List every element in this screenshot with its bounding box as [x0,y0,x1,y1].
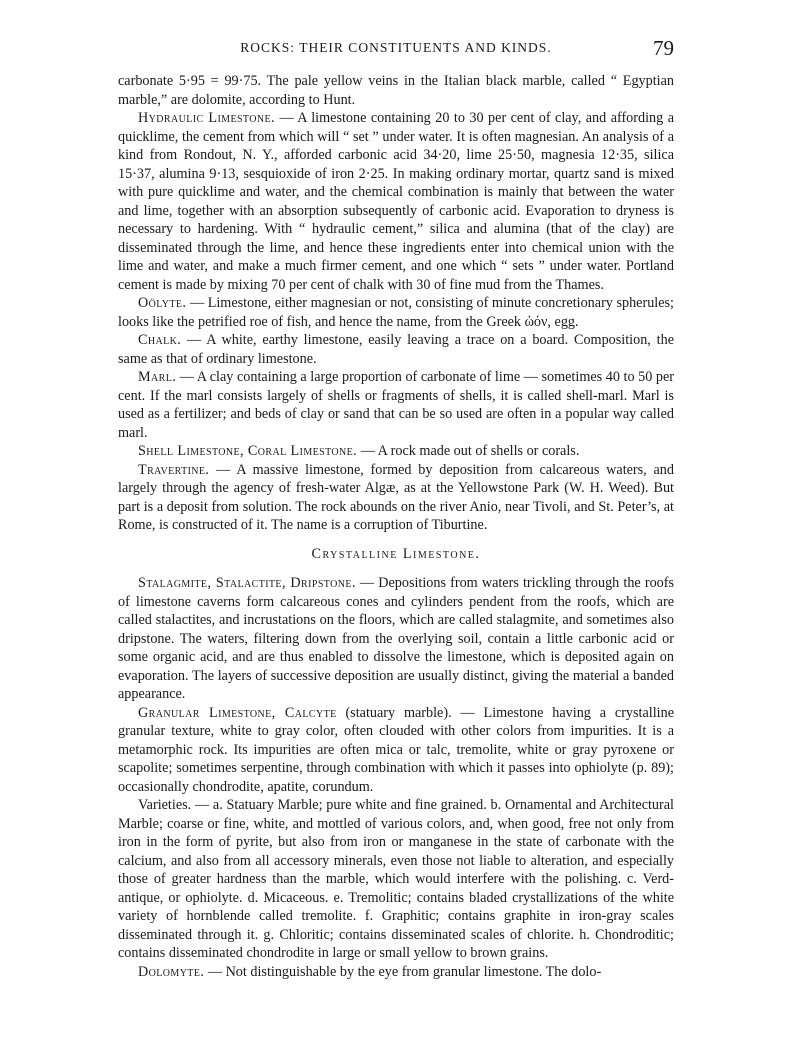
entry-term: Stalagmite, Stalactite, Dripstone. [138,575,356,591]
paragraph [118,461,674,535]
text-run: ; contains bladed crystallizations of the white variety of hornblende called tremolite. f. [118,889,675,924]
italic-text: gray pyroxene [572,741,657,758]
italic-text: chondrodite, apatite, corundum [192,778,370,795]
text-run: (statuary marble). — Limestone having a crystalline granular texture, white to gray color, often clouded with other colors from impurities. It is a [118,704,674,739]
entry-term: Oölyte. [138,295,187,311]
paragraph [118,294,674,331]
section-heading: Crystalline Limestone. [311,545,481,562]
page-number: 79 [653,36,674,60]
text-run: ; pure white and fine grained. b. [318,797,505,813]
italic-text: marl [118,424,144,441]
italic-text: Chondroditic [595,926,671,943]
text-run: . [483,517,488,533]
text-run: , egg. [547,313,579,330]
italic-text: ὠόν [524,313,548,330]
italic-text: stalagmite [496,612,555,628]
italic-text: stalactites [155,612,212,628]
italic-text: serpentine [240,760,300,776]
running-head: ROCKS: THEIR CONSTITUENTS AND KINDS. [240,40,552,55]
italic-text: Micaceous [263,889,325,906]
paragraph [118,574,674,704]
text-run: is made by mixing 70 per cent of chalk with 30 of fine mud from the Thames. [158,276,604,293]
italic-text: ophiolyte [185,889,239,906]
text-run: ; contains graphite in iron-gray scales disseminated through it. g. [118,908,674,943]
italic-text: scapolite [118,760,169,776]
text-run: — A rock made out of shells or corals. [357,443,580,459]
italic-text: Ornamental [504,797,572,813]
text-run: — A limestone containing 20 to 30 per cent of clay, and affording a quicklime, the cement from which will “ set ” under water. It is often magnesian. An analysis of a kind from Rondout, N. Y., afforded carbonic acid 34·20, lime 25·50, magnesia 12·35, silica 15·37, alumina 9·13, sesquioxide of iron 2·25. In making ordinary mortar, quartz sand is mixed with pure quicklime and water, and the chemical combination is mainly that between the water and lime, together with an absorption subsequently of carbonic acid. Evaporation to dryness is necessary to hardening. With “ hydraulic cement,” silica and alumina (that of the clay) are disseminated through the lime, and hence these ingredients enter into chemical union with the lime and water, and make a much firmer cement, and one which “ sets ” under water. [118,110,674,274]
entry-term: Dolomyte. [138,963,205,980]
text-run: — Limestone, either magnesian or not, consisting of minute concretionary spherules; looks like the petrified roe of fish, and hence the name, from the Greek [118,295,674,330]
italic-text: Architectural Marble [118,797,674,832]
text-run: . e. [324,889,349,906]
paragraph [118,331,674,368]
text-run: — A massive limestone, formed by deposition from calcareous waters, and largely through the agency of fresh-water Algæ, as at the Yellowstone Park (W. H. Weed). But part is a deposit from solution. The rock abounds on the river Anio, near Tivoli, and St. Peter’s, at Rome, is constructed of it. The name is a corruption of [118,461,674,533]
italic-text: talc, tremolite, white [426,741,549,758]
text-run: ; contains disseminated scales of chlorite. h. [329,926,596,943]
italic-text: Statuary Marble [226,797,319,813]
italic-text: mica [375,741,403,758]
page-body [118,72,674,981]
text-run: — A clay containing a large proportion of carbonate of lime — sometimes 40 to 50 per cent. If the marl consists largely of shells or fragments of shells, it is called [118,369,674,404]
italic-text: dripstone [118,630,171,647]
paragraph [118,72,674,109]
text-run: , and incrustations on the floors, which are called [211,612,497,628]
entry-term: Shell Limestone, Coral Limestone. [138,443,358,459]
paragraph [118,704,674,797]
text-run: carbonate 5·95 = 99·75. The pale yellow veins in the Italian black marble, called “ Egyptian marble,” are dolomite, according to Hunt. [118,73,674,108]
italic-text: Varieties. [138,797,192,813]
text-run: . [369,778,374,795]
text-run: or [656,741,674,758]
paragraph [118,796,674,963]
text-run: ; contains disseminated chondrodite in large or small yellow to brown grains. [118,926,674,961]
paragraph [118,442,674,461]
italic-text: Chloritic [279,926,330,943]
entry-term: Travertine. [138,461,210,478]
text-run: . Marl is used as a fertilizer; and beds of clay or sand that can be so used are often in a popular way called [118,387,675,422]
entry-term: Granular Limestone, Calcyte [138,704,337,721]
text-run: ; sometimes [168,760,241,776]
entry-term: Marl. [138,369,177,385]
italic-text: Portland cement [118,258,674,293]
paragraph [118,109,674,294]
text-run: or [402,741,427,758]
text-run: rock. Its impurities are often [192,741,376,758]
text-run: . d. [238,889,264,906]
italic-text: Graphitic [381,908,436,924]
page-header [118,36,674,60]
text-run: , or [159,889,186,906]
italic-text: metamorphic [118,741,193,758]
text-run: — A white, earthy limestone, easily leaving a trace on a board. Composition, the same as that of ordinary limestone. [118,332,674,367]
text-run: , through combination with which it passes into ophiolyte (p. 89); occasionally [118,760,674,795]
italic-text: Verd-antique [118,871,674,906]
text-run: . [144,424,148,441]
text-run: — Not distinguishable by the eye from granular limestone. The dolo- [204,963,602,980]
text-run: — a. [191,797,227,813]
text-run: , and sometimes also [554,612,674,628]
text-run: — Depositions from waters trickling through the roofs of limestone caverns form calcareous cones and cylinders pendent from the roofs, which are called [118,575,674,628]
entry-term: Hydraulic Limestone. [138,110,275,126]
italic-text: shell-marl [566,387,624,404]
text-run: ; coarse or fine, white, and mottled of various colors, and, when good, free not only from iron in the form of pyrite, but also from iron or manganese in the state of carbonate with the calcium, and also from all accessory minerals, even those not liable to alteration, and especially those of greater hardness than the marble, which would interfere with the polishing. c. [118,815,674,887]
text-run: . The waters, filtering down from the overlying soil, contain a little carbonic acid or some organic acid, and are thus enabled to dissolve the limestone, which is deposited again on evaporation. The layers of successive deposition are usually distinct, giving the material a banded appearance. [118,630,674,702]
italic-text: Tremolitic [348,889,408,906]
text-run: or [548,741,573,758]
paragraph [118,368,674,442]
text-run: and [571,797,600,813]
entry-term: Chalk. [138,332,182,348]
italic-text: Tiburtine [431,517,484,533]
paragraph [118,963,674,982]
